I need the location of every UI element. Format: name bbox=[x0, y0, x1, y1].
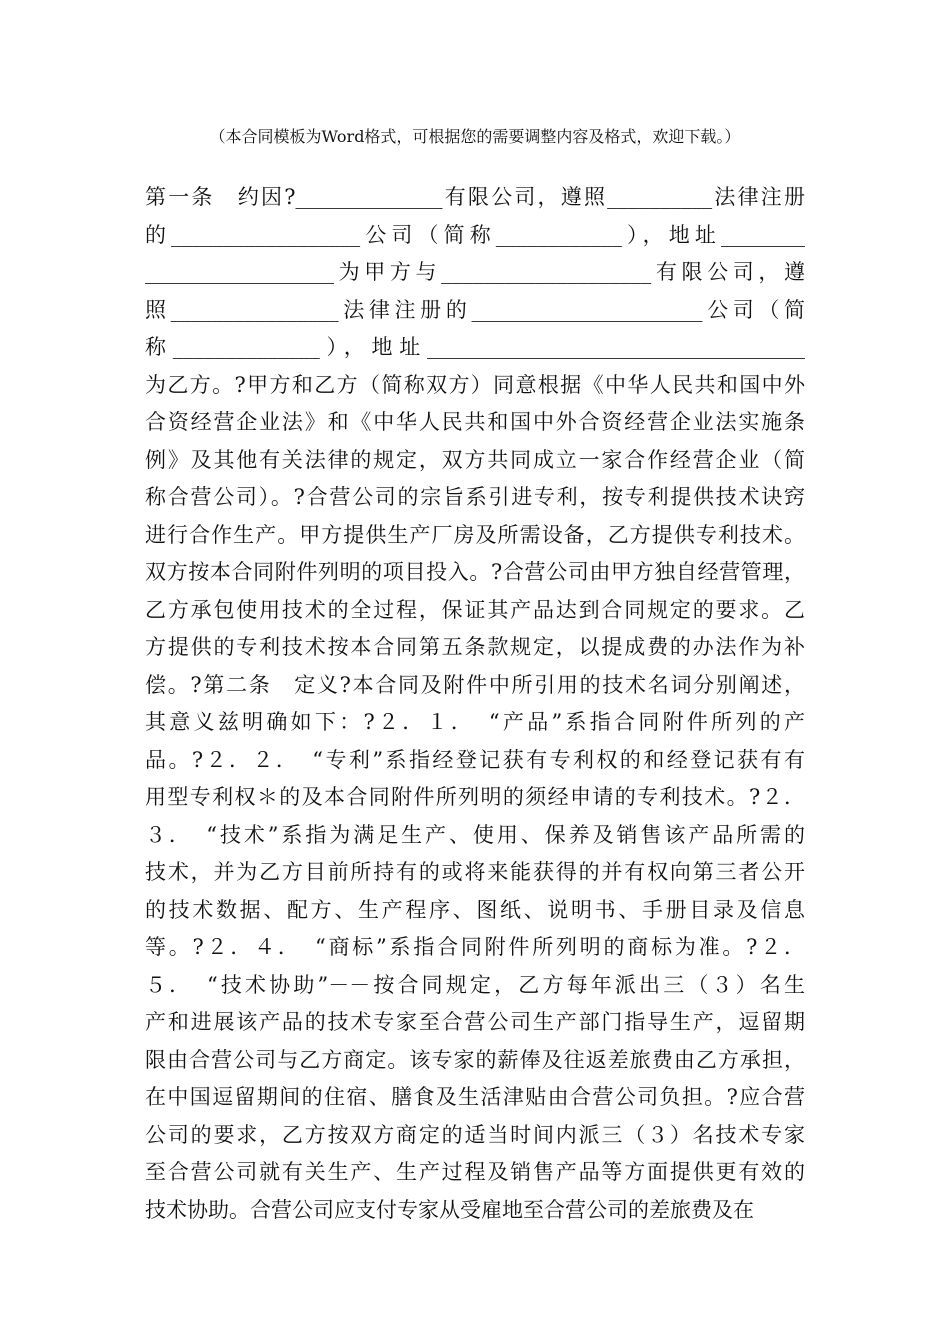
text-line: 技术，并为乙方目前所持有的或将来能获得的并有权向第三者公开 bbox=[145, 860, 805, 884]
text-line: 其意义兹明确如下：?２．１． “产品”系指合同附件所列的产 bbox=[145, 710, 805, 734]
text-line: 的技术数据、配方、生产程序、图纸、说明书、手册目录及信息 bbox=[145, 897, 805, 922]
text-line: ３． “技术”系指为满足生产、使用、保养及销售该产品所需的 bbox=[145, 822, 805, 847]
text-line: 技术协助。合营公司应支付专家从受雇地至合营公司的差旅费及在 bbox=[145, 1197, 754, 1222]
text-line: 第一条 约因?______________有限公司，遵照__________法律注册 bbox=[145, 185, 805, 209]
text-line: 称合营公司）。?合营公司的宗旨系引进专利，按专利提供技术诀窍 bbox=[145, 485, 805, 509]
text-line: 偿。?第二条 定义?本合同及附件中所引用的技术名词分别阐述， bbox=[145, 672, 805, 697]
text-line: 至合营公司就有关生产、生产过程及销售产品等方面提供更有效的 bbox=[145, 1160, 805, 1184]
text-line: 在中国逗留期间的住宿、膳食及生活津贴由合营公司负担。?应合营 bbox=[145, 1085, 805, 1109]
text-line: 品。?２．２． “专利”系指经登记获有专利权的和经登记获有有 bbox=[145, 747, 805, 772]
text-line: 公司的要求，乙方按双方商定的适当时间内派三（３）名技术专家 bbox=[145, 1122, 805, 1147]
text-line: 双方按本合同附件列明的项目投入。?合营公司由甲方独自经营管理， bbox=[145, 560, 805, 584]
text-line: 方提供的专利技术按本合同第五条款规定，以提成费的办法作为补 bbox=[145, 635, 805, 659]
text-line: 例》及其他有关法律的规定，双方共同成立一家合作经营企业（简 bbox=[145, 447, 805, 472]
text-line: 照________________法律注册的______________________公司（简 bbox=[145, 297, 805, 322]
text-line: 的__________________公司（简称____________），地址________ bbox=[145, 222, 805, 247]
text-line: 限由合营公司与乙方商定。该专家的薪俸及往返差旅费由乙方承担， bbox=[145, 1047, 805, 1072]
text-line: 合资经营企业法》和《中华人民共和国中外合资经营企业法实施条 bbox=[145, 410, 805, 434]
contract-body bbox=[145, 179, 805, 1229]
text-line: ５． “技术协助”－－按合同规定，乙方每年派出三（３）名生 bbox=[145, 972, 805, 997]
text-line: 乙方承包使用技术的全过程，保证其产品达到合同规定的要求。乙 bbox=[145, 597, 805, 622]
text-line: __________________为甲方与____________________有限公司，遵 bbox=[145, 260, 805, 284]
text-line: 产和进展该产品的技术专家至合营公司生产部门指导生产，逗留期 bbox=[145, 1010, 805, 1034]
text-line: 等。?２．４． “商标”系指合同附件所列明的商标为准。?２． bbox=[145, 935, 805, 959]
text-line: 进行合作生产。甲方提供生产厂房及所需设备，乙方提供专利技术。 bbox=[145, 522, 805, 547]
text-line: 称______________），地址____________________________________ bbox=[145, 335, 805, 359]
text-line: 用型专利权＊的及本合同附件所列明的须经申请的专利技术。?２． bbox=[145, 785, 805, 809]
template-note: （本合同模板为Word格式，可根据您的需要调整内容及格式，欢迎下载。） bbox=[209, 127, 741, 146]
text-line: 为乙方。?甲方和乙方（简称双方）同意根据《中华人民共和国中外 bbox=[145, 372, 805, 397]
